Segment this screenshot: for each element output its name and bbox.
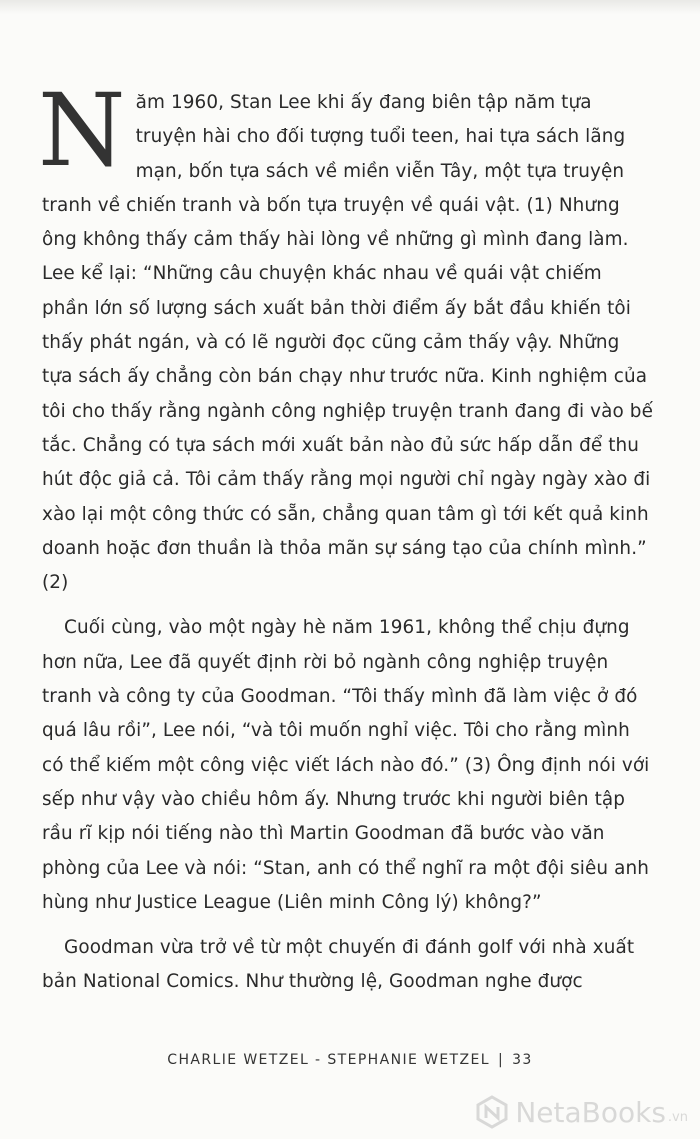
paragraph-1-text: ăm 1960, Stan Lee khi ấy đang biên tập năm tựa truyện hài cho đối tượng tuổi teen, hai tựa sách lãng mạn, bốn tựa sách về miền viễn Tây, một tựa truyện tranh về chiến tranh và bốn tựa truyện về quái vật. (1) Nhưng ông không thấy cảm thấy hài lòng về những gì mình đang làm. Lee kể lại: “Những câu chuyện khác nhau về quái vật chiếm phần lớn số lượng sách xuất bản thời điểm ấy bắt đầu khiến tôi thấy phát ngán, và có lẽ người đọc cũng cảm thấy vậy. Những tựa sách ấy chẳng còn bán chạy như trước nữa. Kinh nghiệm của tôi cho thấy rằng ngành công nghiệp truyện tranh đang đi vào bế tắc. Chẳng có tựa sách mới xuất bản nào đủ sức hấp dẫn để thu hút độc giả cả. Tôi cảm thấy rằng mọi người chỉ ngày ngày xào đi xào lại một công thức có sẵn, chẳng quan tâm gì tới kết quả kinh doanh hoặc đơn thuần là thỏa mãn sự sáng tạo của chính mình.” (2) <box>42 92 653 594</box>
paragraph-3: Goodman vừa trở về từ một chuyến đi đánh golf với nhà xuất bản National Comics. Như thường lệ, Goodman nghe được <box>42 937 635 993</box>
netabooks-logo-icon <box>475 1095 509 1129</box>
watermark-suffix: .vn <box>667 1109 688 1125</box>
body-text <box>38 72 654 1000</box>
watermark <box>475 1095 688 1129</box>
watermark-brand: NetaBooks <box>515 1095 666 1129</box>
paragraph-2: Cuối cùng, vào một ngày hè năm 1961, không thể chịu đựng hơn nữa, Lee đã quyết định rời bỏ ngành công nghiệp truyện tranh và công ty của Goodman. “Tôi thấy mình đã làm việc ở đó quá lâu rồi”, Lee nói, “và tôi muốn nghỉ việc. Tôi cho rằng mình có thể kiếm một công việc viết lách nào đó.” (3) Ông định nói với sếp như vậy vào chiều hôm ấy. Nhưng trước khi người biên tập rầu rĩ kịp nói tiếng nào thì Martin Goodman đã bước vào văn phòng của Lee và nói: “Stan, anh có thể nghĩ ra một đội siêu anh hùng như Justice League (Liên minh Công lý) không?” <box>42 617 650 913</box>
paragraph-1 <box>38 72 654 600</box>
footer-separator: | <box>497 1052 505 1068</box>
footer-authors: CHARLIE WETZEL - STEPHANIE WETZEL <box>167 1052 490 1068</box>
page-number: 33 <box>512 1052 533 1068</box>
page-top-edge <box>0 0 700 14</box>
drop-cap: N <box>38 72 126 189</box>
page-footer <box>0 1052 700 1068</box>
